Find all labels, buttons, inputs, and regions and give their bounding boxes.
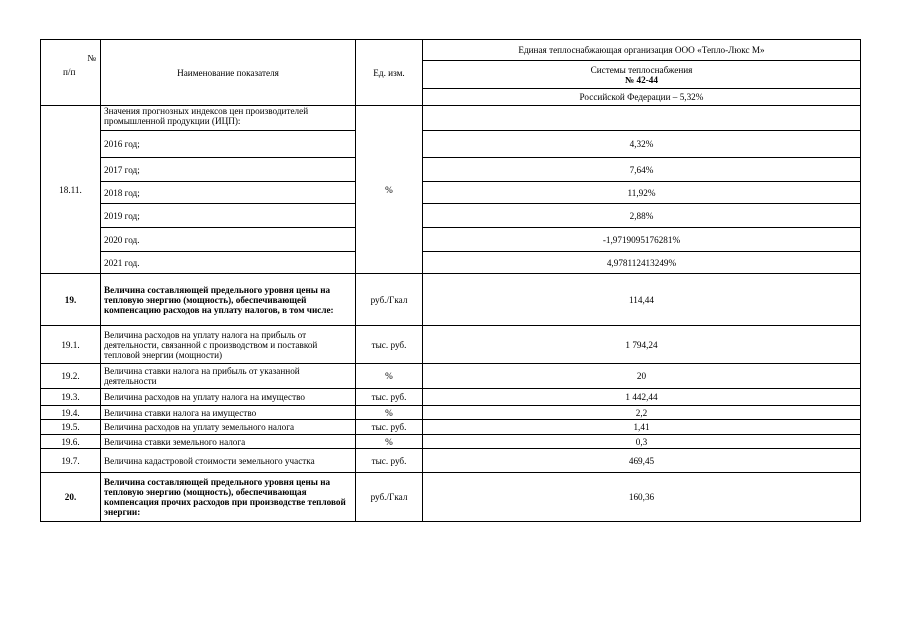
year-label: 2021 год. <box>101 252 356 274</box>
header-name: Наименование показателя <box>101 40 356 106</box>
year-label: 2017 год; <box>101 158 356 182</box>
year-value: 4,32% <box>423 131 861 158</box>
header-org: Единая теплоснабжающая организация ООО «Тепло-Люкс М» <box>423 40 861 61</box>
header-unit: Ед. изм. <box>356 40 423 106</box>
header-region: Российской Федерации – 5,32% <box>423 89 861 106</box>
row-number: 19.5. <box>41 420 101 435</box>
row-unit: руб./Гкал <box>356 274 423 326</box>
tariff-table <box>40 39 861 522</box>
row-number: 19.2. <box>41 364 101 389</box>
year-value: 4,978112413249% <box>423 252 861 274</box>
row-18-11-unit: % <box>356 106 423 274</box>
row-18-11-title: Значения прогнозных индексов цен производителей промышленной продукции (ИЦП): <box>101 106 356 131</box>
row-name: Величина составляющей предельного уровня цены на тепловую энергию (мощность), обеспечивающая компенсация прочих расходов при производстве тепловой энергии: <box>101 473 356 522</box>
row-number: 19. <box>41 274 101 326</box>
year-label: 2018 год; <box>101 182 356 204</box>
row-name: Величина ставки налога на имущество <box>101 406 356 420</box>
header-number: № п/п <box>41 40 101 106</box>
year-label: 2016 год; <box>101 131 356 158</box>
row-unit: % <box>356 406 423 420</box>
row-unit: % <box>356 364 423 389</box>
row-18-11-title-value <box>423 106 861 131</box>
row-unit: тыс. руб. <box>356 389 423 406</box>
row-number: 20. <box>41 473 101 522</box>
row-value: 114,44 <box>423 274 861 326</box>
row-name: Величина расходов на уплату земельного налога <box>101 420 356 435</box>
row-number: 19.6. <box>41 435 101 449</box>
row-value: 1,41 <box>423 420 861 435</box>
row-unit: % <box>356 435 423 449</box>
row-unit: тыс. руб. <box>356 326 423 364</box>
year-value: 11,92% <box>423 182 861 204</box>
row-number: 19.3. <box>41 389 101 406</box>
row-value: 20 <box>423 364 861 389</box>
year-value: 2,88% <box>423 204 861 228</box>
year-label: 2019 год; <box>101 204 356 228</box>
row-18-11-number: 18.11. <box>41 106 101 274</box>
row-value: 1 794,24 <box>423 326 861 364</box>
row-value: 469,45 <box>423 449 861 473</box>
row-value: 160,36 <box>423 473 861 522</box>
header-systems: Системы теплоснабжения № 42-44 <box>423 61 861 89</box>
row-name: Величина ставки налога на прибыль от указанной деятельности <box>101 364 356 389</box>
row-number: 19.4. <box>41 406 101 420</box>
year-value: -1,9719095176281% <box>423 228 861 252</box>
row-name: Величина ставки земельного налога <box>101 435 356 449</box>
row-value: 2,2 <box>423 406 861 420</box>
year-label: 2020 год. <box>101 228 356 252</box>
row-name: Величина расходов на уплату налога на прибыль от деятельности, связанной с производством и поставкой тепловой энергии (мощности) <box>101 326 356 364</box>
row-unit: тыс. руб. <box>356 449 423 473</box>
row-value: 0,3 <box>423 435 861 449</box>
row-value: 1 442,44 <box>423 389 861 406</box>
row-name: Величина кадастровой стоимости земельного участка <box>101 449 356 473</box>
year-value: 7,64% <box>423 158 861 182</box>
row-name: Величина расходов на уплату налога на имущество <box>101 389 356 406</box>
row-unit: тыс. руб. <box>356 420 423 435</box>
row-number: 19.1. <box>41 326 101 364</box>
row-number: 19.7. <box>41 449 101 473</box>
row-name: Величина составляющей предельного уровня цены на тепловую энергию (мощность), обеспечивающей компенсацию расходов на уплату налогов, в том числе: <box>101 274 356 326</box>
row-unit: руб./Гкал <box>356 473 423 522</box>
